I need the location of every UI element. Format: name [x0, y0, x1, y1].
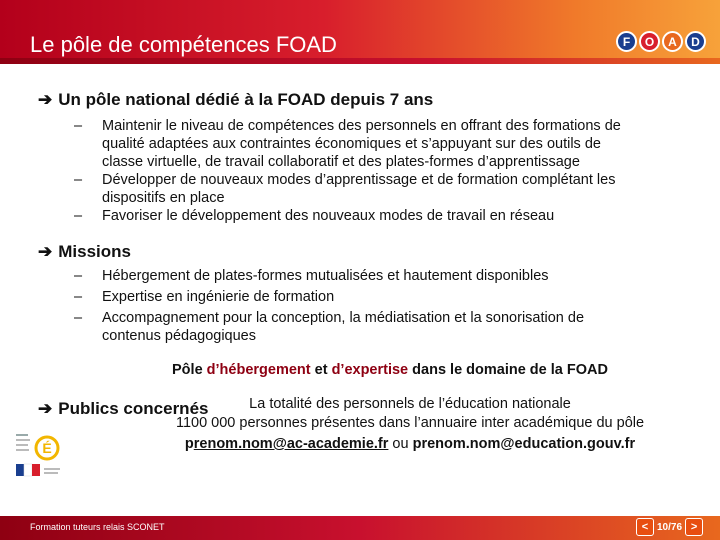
list-item: – Accompagnement pour la conception, la médiatisation et la sonorisation de contenus pédagogiques [74, 310, 585, 344]
list-item: – Hébergement de plates-formes mutualisées et hautement disponibles [74, 268, 549, 284]
page-number: 10/76 [657, 521, 683, 533]
bullet-list-pole [74, 117, 694, 225]
email-link-academie[interactable]: renom.nom@ac-academie.fr [193, 436, 389, 452]
ministere-logo [14, 430, 62, 482]
prev-slide-button[interactable]: < [636, 518, 654, 536]
dash-icon: – [74, 118, 83, 134]
list-item: – Expertise en ingénierie de formation [74, 289, 335, 305]
arrow-icon: ➔ [38, 399, 53, 418]
logo-letter-f: F [616, 31, 637, 52]
email-link-education[interactable]: prenom.nom@education.gouv.fr [412, 436, 636, 452]
logo-letter-a: A [662, 31, 683, 52]
dash-icon: – [74, 289, 83, 305]
section-title-text: Missions [58, 242, 131, 261]
arrow-icon: ➔ [38, 242, 53, 261]
slide-title: Le pôle de compétences FOAD [30, 32, 337, 57]
section-title-text: Publics concernés [58, 399, 209, 418]
list-item: – Favoriser le développement des nouveaux modes de travail en réseau [74, 208, 555, 224]
dash-icon: – [74, 172, 83, 188]
dash-icon: – [74, 268, 83, 284]
dash-icon: – [74, 310, 83, 326]
list-item: – Développer de nouveaux modes d’apprentissage et de formation complétant les dispositifs en place [74, 172, 616, 206]
footer-text: Formation tuteurs relais SCONET [30, 522, 165, 532]
next-slide-button[interactable]: > [685, 518, 703, 536]
logo-letter-d: D [685, 31, 706, 52]
pole-statement: Pôle d’hébergement et d’expertise dans le domaine de la FOAD [172, 362, 608, 378]
svg-text:É: É [42, 440, 52, 456]
section-title-pole [38, 90, 433, 110]
foad-logo [616, 31, 706, 52]
logo-letter-o: O [639, 31, 660, 52]
publics-text: La totalité des personnels de l’éducation nationale 1100 000 personnes présentes dans l’annuaire inter académique du pôle prenom.nom@ac-academie.fr ou prenom.nom@education.gouv.fr [130, 395, 690, 454]
section-title-text: Un pôle national dédié à la FOAD depuis 7 ans [58, 90, 434, 109]
email-line: prenom.nom@ac-academie.fr ou prenom.nom@education.gouv.fr [184, 436, 636, 452]
bullet-list-missions [74, 267, 694, 345]
dash-icon: – [74, 208, 83, 224]
arrow-icon: ➔ [38, 90, 53, 109]
list-item: – Maintenir le niveau de compétences des personnels en offrant des formations de qualité adaptées aux contraintes économiques et s’appuyant sur des outils de classe virtuelle, de travail collaboratif et des plates-formes d’apprentissage [74, 118, 621, 170]
section-title-missions [38, 242, 131, 262]
slide-nav [636, 518, 703, 536]
